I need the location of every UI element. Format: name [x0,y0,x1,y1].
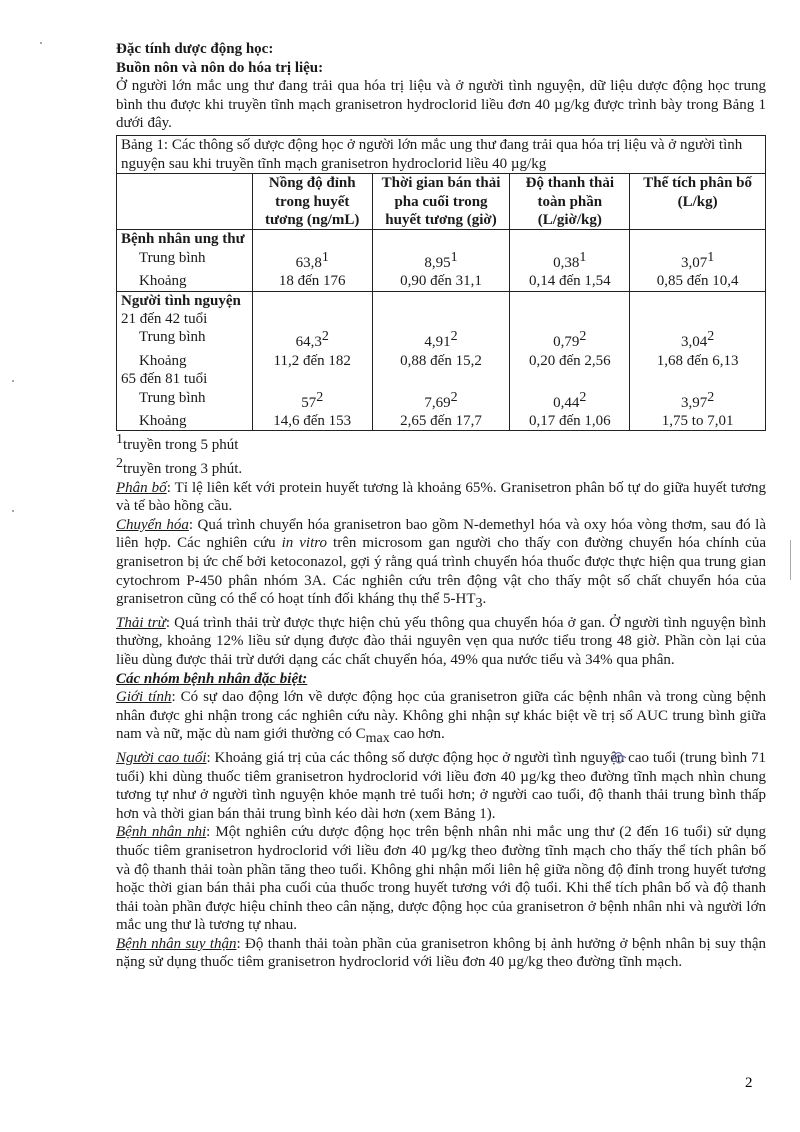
distribution-paragraph: Phân bố: Tỉ lệ liên kết với protein huyết tương là khoảng 65%. Granisetron phân bố tự do giữa huyết tương và tế bào hồng cầu. [116,479,766,515]
table-cell: 3,04$^2$ [630,328,766,351]
row-label: Khoảng [117,352,253,370]
table-cell: 1,75 to 7,01 [630,412,766,431]
header-cell: Thể tích phân bố (L/kg) [630,174,766,230]
table-cell: 0,88 đến 15,2 [372,352,510,370]
table-cell: 0,17 đến 1,06 [510,412,630,431]
page-number: 2 [745,1075,753,1091]
table-cell: 0,79$^2$ [510,328,630,351]
table-cell: 1,68 đến 6,13 [630,352,766,370]
table-cell: 0,20 đến 2,56 [510,352,630,370]
table-cell: 0,90 đến 31,1 [372,272,510,291]
row-label: Khoảng [117,412,253,431]
table-row [117,249,766,272]
table-cell: 7,69$^2$ [372,389,510,412]
table-cell: $57^2$ [252,389,372,412]
gender-paragraph: Giới tính: Có sự dao động lớn về dược động học của granisetron giữa các bệnh nhân và trong cùng bệnh nhân được ghi nhận trong các nghiên cứu này. Không ghi nhận sự khác biệt về trị số AUC trung bình giữa nam và nữ, mặc dù nam giới thường có $C_{max}$ cao hơn. [116,689,766,747]
row-label: Trung bình [117,389,253,412]
section-heading: Đặc tính dược động học: [116,41,274,57]
table-cell: 18 đến 176 [252,272,372,291]
document-page [116,40,766,972]
table-cell: 11,2 đến 182 [252,352,372,370]
age-group-label: 21 đến 42 tuổi [117,310,253,328]
row-label: Khoảng [117,272,253,291]
table-cell: 64,3$^2$ [252,328,372,351]
table-row [117,389,766,412]
table-row [117,412,766,431]
table-row [117,272,766,291]
table-row [117,352,766,370]
group-label: Người tình nguyện [117,291,253,310]
age-group-label: 65 đến 81 tuổi [117,370,253,388]
intro-paragraph: Ở người lớn mắc ung thư đang trải qua hóa trị liệu và ở người tình nguyện, dữ liệu dược động học trung bình thu được khi truyền tĩnh mạch granisetron hydroclorid liều đơn 40 µg/kg được trình bày trong Bảng 1 dưới đây. [116,78,766,132]
table-row [117,310,766,328]
footnote: $^2$truyền trong 3 phút. [116,456,243,478]
table-row [117,230,766,249]
subsection-heading: Buồn nôn và nôn do hóa trị liệu: [116,59,324,76]
table-row [117,328,766,351]
table-header-row [117,174,766,230]
special-populations-heading: Các nhóm bệnh nhân đặc biệt: [116,670,308,687]
elderly-paragraph: Người cao tuổi: Khoảng giá trị của các thông số dược động học ở người tình nguyện cao tuổi (trung bình 71 tuổi) khi dùng thuốc tiêm granisetron hydroclorid với liều đơn 40 µg/kg theo đường tĩnh mạch nhìn chung tương tự như ở người tình nguyện khỏe mạnh trẻ tuổi hơn; ở người cao tuổi, độ thanh thải trung bình thấp hơn và thời gian bán thải trung bình kéo dài hơn (xem Bảng 1). [116,749,766,822]
table-cell: 8,95$^1$ [372,249,510,272]
table-row [117,370,766,388]
header-cell: Độ thanh thải toàn phần (L/giờ/kg) [510,174,630,230]
header-cell [117,174,253,230]
table-cell: 4,91$^2$ [372,328,510,351]
elimination-paragraph: Thải trừ: Quá trình thải trừ được thực hiện chủ yếu thông qua chuyển hóa ở gan. Ở người tình nguyện bình thường, khoảng 12% liều sử dụng được đào thải nguyên vẹn qua nước tiểu trong 48 giờ. Phần còn lại của liều dùng được thải trừ dưới dạng các chất chuyển hóa, 49% qua nước tiểu và 34% qua phân. [116,614,767,668]
group-label: Bệnh nhân ung thư [117,230,253,249]
table-cell: 0,85 đến 10,4 [630,272,766,291]
pk-table [116,173,766,431]
table-cell: 3,97$^2$ [630,389,766,412]
table-caption: Bảng 1: Các thông số dược động học ở người lớn mắc ung thư đang trải qua hóa trị liệu và ở người tình nguyện sau khi truyền tĩnh mạch granisetron hydroclorid liều 40 µg/kg [116,135,766,173]
renal-paragraph: Bệnh nhân suy thận: Độ thanh thải toàn phần của granisetron không bị ảnh hưởng ở bệnh nhân bị suy thận nặng sử dụng thuốc tiêm granisetron hydroclorid với liều đơn 40 µg/kg theo đường tĩnh mạch. [116,935,767,971]
row-label: Trung bình [117,328,253,351]
table-cell: 0,44$^2$ [510,389,630,412]
metabolism-paragraph: Chuyển hóa: Quá trình chuyển hóa granisetron bao gồm N-demethyl hóa và oxy hóa vòng thơm, sau đó là liên hợp. Các nghiên cứu in vitro trên microsom gan người cho thấy con đường chuyển hóa chính của granisetron bị ức chế bởi ketoconazol, gợi ý rằng quá trình chuyển hóa thuốc được thực hiện qua trung gian cytochrom P-450 phân nhóm 3A. Các nghiên cứu trên động vật cho thấy một số chất chuyển hóa của granisetron cũng có thể có hoạt tính đối kháng thụ thể $5-HT_3$. [116,516,766,612]
scan-edge-mark [790,540,791,580]
table-cell: 0,38$^1$ [510,249,630,272]
pediatric-paragraph: Bệnh nhân nhi: Một nghiên cứu dược động học trên bệnh nhân nhi mắc ung thư (2 đến 16 tuổi) sử dụng thuốc tiêm granisetron hydroclorid với liều đơn 40 µg/kg theo đường tĩnh mạch cho thấy thể tích phân bố và độ thanh thải toàn phần tăng theo tuổi. Không ghi nhận mối liên hệ giữa nồng độ đỉnh trong huyết tương hoặc thời gian bán thải pha cuối của thuốc trong huyết tương với độ tuổi. Khi thể tích phân bố và độ thanh thải toàn phần được hiệu chỉnh theo cân nặng, dược động học của granisetron ở bệnh nhân nhi và người lớn mắc ung thư là tương tự nhau. [116,824,766,934]
scan-speck [40,42,42,44]
scan-speck [12,380,14,382]
table-cell: 3,07$^1$ [630,249,766,272]
table-cell: 2,65 đến 17,7 [372,412,510,431]
table-cell: 14,6 đến 153 [252,412,372,431]
handwritten-initial-mark [608,748,630,770]
table-row [117,291,766,310]
header-cell: Thời gian bán thải pha cuối trong huyết tương (giờ) [372,174,510,230]
footnote: $^1$truyền trong 5 phút [116,432,239,454]
row-label: Trung bình [117,249,253,272]
table-cell: 63,8$^1$ [252,249,372,272]
scan-speck [12,510,14,512]
table-cell: 0,14 đến 1,54 [510,272,630,291]
header-cell: Nồng độ đỉnh trong huyết tương (ng/mL) [252,174,372,230]
